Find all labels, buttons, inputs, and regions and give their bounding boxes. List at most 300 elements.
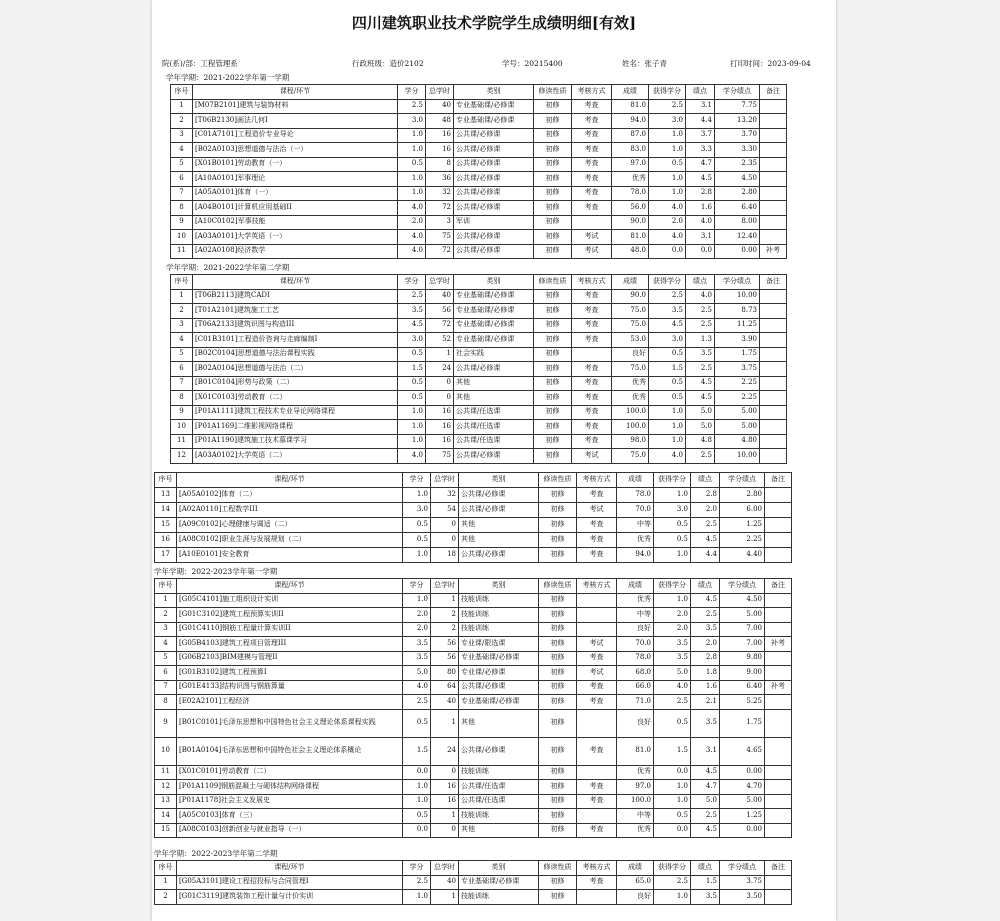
table-row (171, 244, 787, 259)
cell-credit: 0.0 (403, 765, 431, 780)
cell-credit: 0.5 (403, 809, 431, 824)
cell-hours: 1 (431, 709, 459, 737)
cell-exam-type: 考查 (572, 420, 612, 435)
cell-earned-credit: 3.5 (654, 651, 691, 666)
cell-exam-type (577, 622, 617, 637)
cell-credit-gp: 4.50 (720, 593, 765, 608)
cell-credit: 4.0 (403, 680, 431, 695)
cell-seq: 9 (155, 709, 177, 737)
cell-credit-gp: 10.00 (715, 289, 760, 304)
table-row (155, 765, 792, 780)
cell-credit-gp: 1.75 (715, 347, 760, 362)
cell-exam-type: 考试 (572, 230, 612, 245)
cell-earned-credit: 1.0 (649, 420, 686, 435)
cell-exam-type: 考查 (577, 875, 617, 890)
cell-credit: 1.0 (398, 143, 426, 158)
cell-credit: 2.0 (403, 608, 431, 623)
cell-study-type: 初修 (539, 890, 577, 905)
cell-grade-point: 2.5 (686, 318, 715, 333)
cell-category: 公共课/必修课 (454, 157, 534, 172)
cell-credit-gp: 10.00 (715, 449, 760, 464)
header-course: 课程/环节 (177, 861, 403, 876)
cell-seq: 5 (171, 347, 193, 362)
table-row (171, 405, 787, 420)
table-row (155, 875, 792, 890)
grades-table-term-2-continued (154, 472, 792, 563)
cell-hours: 72 (426, 318, 454, 333)
cell-hours: 16 (431, 794, 459, 809)
cell-seq: 6 (155, 666, 177, 681)
cell-score: 83.0 (612, 143, 649, 158)
table-row (171, 186, 787, 201)
cell-credit-gp: 11.25 (715, 318, 760, 333)
cell-hours: 1 (426, 347, 454, 362)
cell-remark (760, 128, 787, 143)
cell-exam-type: 考查 (572, 99, 612, 114)
cell-score: 优秀 (617, 765, 654, 780)
cell-seq: 5 (155, 651, 177, 666)
cell-remark (765, 548, 792, 563)
table-header-row (155, 861, 792, 876)
cell-study-type: 初修 (539, 608, 577, 623)
cell-study-type: 初修 (539, 503, 577, 518)
cell-hours: 32 (431, 488, 459, 503)
cell-remark (760, 289, 787, 304)
header-category: 类别 (459, 579, 539, 594)
cell-credit-gp: 1.25 (720, 809, 765, 824)
cell-credit-gp: 2.80 (720, 488, 765, 503)
cell-earned-credit: 1.0 (649, 172, 686, 187)
cell-earned-credit: 2.0 (654, 608, 691, 623)
cell-category: 其他 (459, 709, 539, 737)
cell-credit-gp: 2.25 (720, 533, 765, 548)
cell-credit: 0.5 (398, 157, 426, 172)
cell-exam-type: 考查 (577, 780, 617, 795)
cell-credit-gp: 4.50 (715, 172, 760, 187)
cell-earned-credit: 3.5 (649, 304, 686, 319)
cell-seq: 11 (171, 434, 193, 449)
cell-credit: 1.0 (403, 780, 431, 795)
cell-exam-type: 考查 (577, 823, 617, 838)
print-time-info: 打印时间：2023-09-04 (730, 59, 811, 68)
header-earned-credit: 获得学分 (654, 473, 691, 488)
cell-score: 90.0 (612, 215, 649, 230)
cell-score: 87.0 (612, 128, 649, 143)
grades-table-term-3 (154, 578, 792, 838)
header-credit: 学分 (398, 85, 426, 100)
cell-grade-point: 3.5 (686, 347, 715, 362)
cell-category: 公共课/必修课 (454, 244, 534, 259)
cell-category: 技能训练 (459, 809, 539, 824)
cell-grade-point: 2.5 (686, 304, 715, 319)
table-row (155, 809, 792, 824)
cell-study-type: 初修 (539, 823, 577, 838)
cell-score: 65.0 (617, 875, 654, 890)
cell-score: 100.0 (612, 405, 649, 420)
header-study-type: 修读性质 (534, 275, 572, 290)
table-row (155, 518, 792, 533)
cell-category: 其他 (454, 376, 534, 391)
cell-grade-point: 5.0 (686, 420, 715, 435)
cell-hours: 1 (431, 809, 459, 824)
cell-category: 公共课/任选课 (454, 420, 534, 435)
cell-credit: 1.0 (398, 128, 426, 143)
cell-study-type: 初修 (539, 680, 577, 695)
class-info: 行政班级：造价2102 (352, 59, 424, 68)
cell-seq: 8 (155, 695, 177, 710)
cell-category: 其他 (454, 391, 534, 406)
cell-course: [A10C0102]军事技能 (193, 215, 398, 230)
cell-hours: 72 (426, 201, 454, 216)
header-remark: 备注 (760, 85, 787, 100)
header-seq: 序号 (155, 861, 177, 876)
cell-course: [X01C0101]劳动教育（二） (177, 765, 403, 780)
cell-score: 75.0 (612, 304, 649, 319)
cell-hours: 40 (431, 695, 459, 710)
cell-earned-credit: 1.0 (649, 143, 686, 158)
cell-credit-gp: 1.25 (720, 518, 765, 533)
cell-score: 78.0 (612, 186, 649, 201)
cell-hours: 18 (431, 548, 459, 563)
cell-credit-gp: 9.00 (720, 666, 765, 681)
cell-category: 公共课/必修课 (459, 503, 539, 518)
cell-exam-type: 考查 (572, 318, 612, 333)
cell-earned-credit: 3.0 (649, 333, 686, 348)
cell-seq: 10 (171, 420, 193, 435)
table-row (171, 114, 787, 129)
cell-credit: 3.5 (403, 637, 431, 652)
cell-course: [A03A0102]大学英语（二） (193, 449, 398, 464)
cell-course: [B02C0104]思想道德与法治课程实践 (193, 347, 398, 362)
cell-exam-type (577, 890, 617, 905)
header-course: 课程/环节 (177, 473, 403, 488)
cell-study-type: 初修 (539, 533, 577, 548)
cell-earned-credit: 0.5 (654, 709, 691, 737)
cell-grade-point: 4.4 (691, 548, 720, 563)
cell-exam-type: 考查 (577, 548, 617, 563)
cell-earned-credit: 1.0 (649, 128, 686, 143)
cell-seq: 15 (155, 823, 177, 838)
cell-earned-credit: 4.0 (649, 230, 686, 245)
cell-earned-credit: 4.5 (649, 318, 686, 333)
cell-hours: 56 (431, 651, 459, 666)
cell-study-type: 初修 (534, 157, 572, 172)
cell-category: 公共课/必修课 (454, 362, 534, 377)
cell-study-type: 初修 (534, 99, 572, 114)
cell-earned-credit: 0.5 (649, 376, 686, 391)
header-grade-point: 绩点 (686, 275, 715, 290)
cell-category: 其他 (459, 518, 539, 533)
table-row (171, 289, 787, 304)
cell-course: [A09C0102]心理健康与调适（二） (177, 518, 403, 533)
cell-study-type: 初修 (534, 289, 572, 304)
cell-score: 94.0 (612, 114, 649, 129)
cell-credit: 0.5 (398, 391, 426, 406)
cell-credit: 1.0 (398, 186, 426, 201)
document-title: 四川建筑职业技术学院学生成绩明细[有效] (351, 14, 637, 32)
cell-grade-point: 3.5 (691, 622, 720, 637)
cell-course: [M07B2101]建筑与装饰材料 (193, 99, 398, 114)
cell-credit-gp: 6.40 (715, 201, 760, 216)
cell-earned-credit: 1.0 (654, 780, 691, 795)
cell-credit-gp: 3.75 (720, 875, 765, 890)
cell-credit: 2.5 (398, 289, 426, 304)
cell-remark (760, 230, 787, 245)
cell-grade-point: 4.0 (686, 215, 715, 230)
cell-study-type: 初修 (539, 709, 577, 737)
cell-credit-gp: 4.65 (720, 737, 765, 765)
cell-score: 81.0 (612, 230, 649, 245)
table-header-row (155, 473, 792, 488)
cell-category: 专业基础课/必修课 (459, 875, 539, 890)
cell-credit-gp: 4.70 (720, 780, 765, 795)
cell-course: [C01A7101]工程造价专业导论 (193, 128, 398, 143)
cell-study-type: 初修 (539, 765, 577, 780)
header-credit-gp: 学分绩点 (715, 275, 760, 290)
table-row (155, 622, 792, 637)
cell-earned-credit: 1.0 (649, 186, 686, 201)
table-row (155, 709, 792, 737)
cell-hours: 75 (426, 449, 454, 464)
cell-study-type: 初修 (539, 666, 577, 681)
cell-category: 专业基础课/必修课 (454, 304, 534, 319)
cell-course: [G05B4103]建筑工程项目管理III (177, 637, 403, 652)
header-category: 类别 (454, 275, 534, 290)
table-row (171, 157, 787, 172)
header-credit: 学分 (398, 275, 426, 290)
cell-exam-type: 考查 (572, 391, 612, 406)
cell-exam-type: 考查 (572, 143, 612, 158)
cell-category: 专业课/必修课 (459, 666, 539, 681)
cell-credit: 0.0 (403, 823, 431, 838)
cell-hours: 72 (426, 244, 454, 259)
cell-credit: 3.0 (403, 503, 431, 518)
cell-seq: 17 (155, 548, 177, 563)
cell-category: 技能训练 (459, 608, 539, 623)
cell-study-type: 初修 (534, 230, 572, 245)
transcript-sheet (152, 0, 836, 921)
table-row (171, 362, 787, 377)
cell-grade-point: 0.0 (686, 244, 715, 259)
cell-remark (765, 765, 792, 780)
cell-grade-point: 5.0 (686, 405, 715, 420)
cell-remark (765, 709, 792, 737)
cell-exam-type: 考查 (572, 114, 612, 129)
cell-credit-gp: 2.25 (715, 391, 760, 406)
cell-credit: 1.0 (403, 794, 431, 809)
cell-earned-credit: 0.5 (654, 518, 691, 533)
header-exam-type: 考核方式 (572, 275, 612, 290)
cell-remark (765, 780, 792, 795)
cell-hours: 80 (431, 666, 459, 681)
table-row (155, 794, 792, 809)
cell-seq: 4 (171, 143, 193, 158)
cell-seq: 7 (155, 680, 177, 695)
table-row (171, 215, 787, 230)
cell-earned-credit: 1.0 (654, 890, 691, 905)
cell-hours: 0 (431, 518, 459, 533)
cell-earned-credit: 3.5 (654, 637, 691, 652)
cell-hours: 16 (426, 128, 454, 143)
cell-score: 75.0 (612, 318, 649, 333)
table-row (155, 737, 792, 765)
cell-credit: 2.5 (403, 875, 431, 890)
cell-category: 公共课/任选课 (454, 434, 534, 449)
cell-score: 68.0 (617, 666, 654, 681)
cell-earned-credit: 3.0 (654, 503, 691, 518)
cell-credit: 1.0 (403, 488, 431, 503)
table-header-row (171, 85, 787, 100)
cell-remark (765, 593, 792, 608)
table-row (171, 347, 787, 362)
cell-study-type: 初修 (534, 304, 572, 319)
cell-grade-point: 4.5 (691, 823, 720, 838)
cell-course: [X01B0101]劳动教育（一） (193, 157, 398, 172)
cell-hours: 75 (426, 230, 454, 245)
table-row (171, 230, 787, 245)
cell-category: 公共课/必修课 (454, 186, 534, 201)
cell-hours: 0 (426, 376, 454, 391)
cell-score: 良好 (617, 622, 654, 637)
cell-credit: 0.5 (403, 533, 431, 548)
cell-category: 公共课/必修课 (459, 737, 539, 765)
cell-remark (760, 157, 787, 172)
header-category: 类别 (459, 473, 539, 488)
table-header-row (171, 275, 787, 290)
cell-category: 公共课/必修课 (454, 172, 534, 187)
cell-credit-gp: 6.00 (720, 503, 765, 518)
cell-remark (765, 737, 792, 765)
cell-remark (765, 809, 792, 824)
cell-course: [A08C0102]职业生涯与发展规划（二） (177, 533, 403, 548)
term-label-3: 学年学期：2022-2023学年第一学期 (154, 567, 278, 576)
cell-category: 公共课/任选课 (459, 780, 539, 795)
cell-study-type: 初修 (539, 737, 577, 765)
cell-credit-gp: 8.00 (715, 215, 760, 230)
cell-exam-type: 考查 (572, 405, 612, 420)
cell-score: 97.0 (617, 780, 654, 795)
cell-grade-point: 2.8 (691, 488, 720, 503)
cell-earned-credit: 1.0 (654, 488, 691, 503)
cell-course: [A04B0101]计算机应用基础II (193, 201, 398, 216)
term-label-4: 学年学期：2022-2023学年第二学期 (154, 849, 278, 858)
cell-study-type: 初修 (534, 449, 572, 464)
cell-seq: 6 (171, 362, 193, 377)
cell-seq: 1 (155, 593, 177, 608)
cell-study-type: 初修 (534, 318, 572, 333)
cell-grade-point: 1.8 (691, 666, 720, 681)
cell-grade-point: 4.8 (686, 434, 715, 449)
cell-score: 良好 (617, 709, 654, 737)
cell-seq: 3 (171, 318, 193, 333)
cell-seq: 2 (171, 114, 193, 129)
header-study-type: 修读性质 (539, 579, 577, 594)
cell-score: 48.0 (612, 244, 649, 259)
cell-hours: 40 (431, 875, 459, 890)
cell-credit: 1.0 (398, 434, 426, 449)
cell-study-type: 初修 (534, 172, 572, 187)
header-exam-type: 考核方式 (577, 861, 617, 876)
header-grade-point: 绩点 (686, 85, 715, 100)
cell-seq: 13 (155, 794, 177, 809)
cell-score: 81.0 (617, 737, 654, 765)
cell-course: [P01A1111]建筑工程技术专业导论网络课程 (193, 405, 398, 420)
cell-hours: 1 (431, 593, 459, 608)
header-exam-type: 考核方式 (577, 579, 617, 594)
cell-score: 70.0 (617, 637, 654, 652)
cell-course: [G05A3101]建设工程招投标与合同管理I (177, 875, 403, 890)
cell-earned-credit: 0.0 (654, 765, 691, 780)
table-row (155, 680, 792, 695)
cell-score: 良好 (617, 890, 654, 905)
cell-exam-type: 考查 (572, 362, 612, 377)
cell-seq: 9 (171, 215, 193, 230)
cell-seq: 2 (155, 890, 177, 905)
cell-course: [A10A0101]军事理论 (193, 172, 398, 187)
header-category: 类别 (454, 85, 534, 100)
cell-credit: 0.5 (403, 518, 431, 533)
cell-category: 社会实践 (454, 347, 534, 362)
cell-credit: 0.5 (398, 376, 426, 391)
cell-hours: 0 (426, 391, 454, 406)
cell-credit: 5.0 (403, 666, 431, 681)
cell-grade-point: 2.8 (691, 651, 720, 666)
cell-credit: 3.0 (398, 333, 426, 348)
cell-remark (760, 304, 787, 319)
cell-category: 公共课/任选课 (459, 794, 539, 809)
cell-course: [G01E4133]结构识图与钢筋算量 (177, 680, 403, 695)
cell-credit-gp: 3.70 (715, 128, 760, 143)
header-study-type: 修读性质 (539, 473, 577, 488)
cell-credit-gp: 6.40 (720, 680, 765, 695)
cell-credit: 1.0 (403, 890, 431, 905)
cell-study-type: 初修 (539, 794, 577, 809)
cell-remark (765, 608, 792, 623)
cell-credit-gp: 3.75 (715, 362, 760, 377)
header-credit-gp: 学分绩点 (720, 579, 765, 594)
cell-remark (760, 201, 787, 216)
cell-credit: 1.0 (403, 548, 431, 563)
cell-credit: 3.5 (403, 651, 431, 666)
cell-remark (760, 333, 787, 348)
cell-exam-type: 考试 (572, 449, 612, 464)
cell-earned-credit: 5.0 (654, 666, 691, 681)
cell-earned-credit: 1.5 (649, 362, 686, 377)
cell-earned-credit: 0.0 (654, 823, 691, 838)
cell-exam-type: 考查 (572, 172, 612, 187)
cell-hours: 16 (431, 780, 459, 795)
cell-seq: 16 (155, 533, 177, 548)
cell-score: 优秀 (617, 823, 654, 838)
cell-score: 良好 (612, 347, 649, 362)
cell-credit-gp: 2.25 (715, 376, 760, 391)
header-remark: 备注 (765, 473, 792, 488)
table-row (155, 780, 792, 795)
cell-remark (760, 405, 787, 420)
cell-seq: 1 (171, 289, 193, 304)
header-course: 课程/环节 (177, 579, 403, 594)
cell-credit: 2.5 (403, 695, 431, 710)
cell-study-type: 初修 (534, 405, 572, 420)
cell-grade-point: 3.3 (686, 143, 715, 158)
grades-table-term-1 (170, 84, 787, 259)
cell-exam-type (577, 709, 617, 737)
cell-grade-point: 2.0 (691, 503, 720, 518)
cell-course: [A05A0102]体育（二） (177, 488, 403, 503)
cell-score: 97.0 (612, 157, 649, 172)
cell-earned-credit: 1.0 (654, 548, 691, 563)
cell-course: [A08C0103]创新创业与就业指导（一） (177, 823, 403, 838)
